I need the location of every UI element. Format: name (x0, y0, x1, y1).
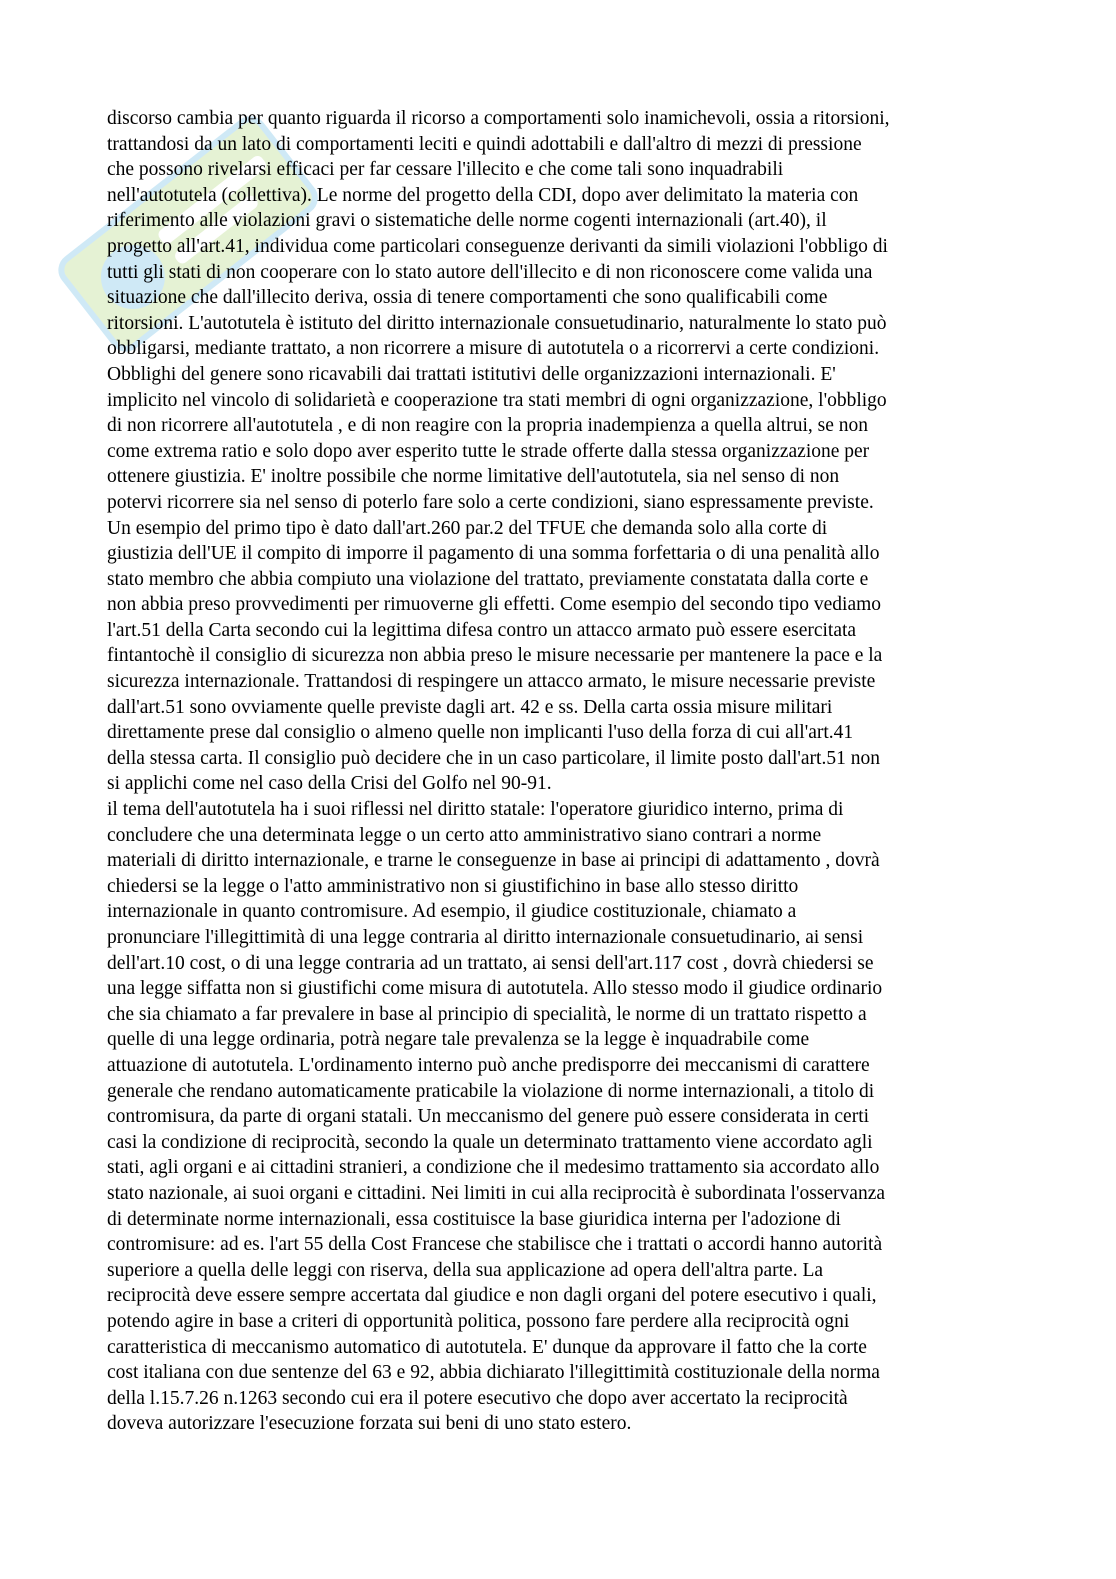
body-line: come extrema ratio e solo dopo aver esperito tutte le strade offerte dalla stessa organizzazione per (107, 440, 870, 462)
body-line: ritorsioni. L'autotutela è istituto del diritto internazionale consuetudinario, naturalmente lo stato può (107, 312, 887, 334)
body-line: sicurezza internazionale. Trattandosi di respingere un attacco armato, le misure necessarie previste (107, 671, 876, 693)
body-line: Un esempio del primo tipo è dato dall'art.260 par.2 del TFUE che demanda solo alla corte di (107, 517, 828, 539)
body-line: situazione che dall'illecito deriva, ossia di tenere comportamenti che sono qualificabili come (107, 287, 828, 309)
body-line: discorso cambia per quanto riguarda il ricorso a comportamenti solo inamichevoli, ossia a ritorsioni, (107, 108, 890, 129)
body-line: dell'art.10 cost, o di una legge contraria ad un trattato, ai sensi dell'art.117 cost , dovrà chiedersi se (107, 952, 874, 974)
body-line: superiore a quella delle leggi con riserva, della sua applicazione ad opera dell'altra parte. La (107, 1259, 824, 1281)
body-line: stato membro che abbia compiuto una violazione del trattato, previamente constatata dalla corte e (107, 568, 869, 590)
body-line: di non ricorrere all'autotutela , e di non reagire con la propria inadempienza a quella altrui, se non (107, 415, 868, 437)
body-line: reciprocità deve essere sempre accertata dal giudice e non dagli organi del potere esecutivo i quali, (107, 1285, 877, 1307)
body-line: doveva autorizzare l'esecuzione forzata sui beni di uno stato estero. (107, 1413, 632, 1435)
body-line: contromisura, da parte di organi statali. Un meccanismo del genere può essere considerata in certi (107, 1106, 870, 1128)
body-line: caratteristica di meccanismo automatico di autotutela. E' dunque da approvare il fatto che la corte (107, 1336, 867, 1358)
body-line: quelle di una legge ordinaria, potrà negare tale prevalenza se la legge è inquadrabile come (107, 1029, 810, 1051)
body-line: contromisure: ad es. l'art 55 della Cost Francese che stabilisce che i trattati o accordi hanno autorità (107, 1234, 883, 1256)
body-line: giustizia dell'UE il compito di imporre il pagamento di una somma forfettaria o di una penalità allo (107, 543, 880, 565)
body-line: che possono rivelarsi efficaci per far cessare l'illecito e che come tali sono inquadrabili (107, 159, 784, 181)
body-line: materiali di diritto internazionale, e trarne le conseguenze in base ai principi di adattamento , dovrà (107, 850, 880, 872)
body-line: fintantochè il consiglio di sicurezza non abbia preso le misure necessarie per mantenere la pace e la (107, 645, 883, 667)
document-body (107, 106, 1007, 1437)
body-line: potendo agire in base a criteri di opportunità politica, possono fare perdere alla reciprocità ogni (107, 1310, 850, 1332)
body-line: potervi ricorrere sia nel senso di poterlo fare solo a certe condizioni, siano espressamente previste. (107, 491, 874, 513)
body-line: internazionale in quanto contromisure. Ad esempio, il giudice costituzionale, chiamato a (107, 901, 797, 923)
body-line: si applichi come nel caso della Crisi del Golfo nel 90-91. (107, 773, 552, 795)
body-line: una legge siffatta non si giustifichi come misura di autotutela. Allo stesso modo il giudice ordinario (107, 978, 883, 1000)
body-line: pronunciare l'illegittimità di una legge contraria al diritto internazionale consuetudinario, ai sensi (107, 927, 864, 948)
body-line: ottenere giustizia. E' inoltre possibile che norme limitative dell'autotutela, sia nel senso di non (107, 466, 840, 488)
body-line: della stessa carta. Il consiglio può decidere che in un caso particolare, il limite posto dall'art.51 non (107, 747, 880, 769)
body-line: casi la condizione di reciprocità, secondo la quale un determinato trattamento viene accordato agli (107, 1131, 873, 1153)
body-line: trattandosi da un lato di comportamenti leciti e quindi adottabili e dall'altro di mezzi di pressione (107, 133, 862, 155)
body-line: dall'art.51 sono ovviamente quelle previste dagli art. 42 e ss. Della carta ossia misure militari (107, 696, 833, 718)
body-line: Obblighi del genere sono ricavabili dai trattati istitutivi delle organizzazioni internazionali. E' (107, 363, 836, 385)
body-line: attuazione di autotutela. L'ordinamento interno può anche predisporre dei meccanismi di carattere (107, 1054, 870, 1076)
body-line: obbligarsi, mediante trattato, a non ricorrere a misure di autotutela o a ricorrervi a certe condizioni. (107, 338, 880, 360)
body-line: riferimento alle violazioni gravi o sistematiche delle norme cogenti internazionali (art.40), il (107, 210, 827, 232)
body-line: direttamente prese dal consiglio o almeno quelle non implicanti l'uso della forza di cui all'art.41 (107, 722, 854, 744)
body-line: concludere che una determinata legge o un certo atto amministrativo siano contrari a norme (107, 824, 822, 846)
body-line: progetto all'art.41, individua come particolari conseguenze derivanti da simili violazioni l'obbligo di (107, 235, 888, 257)
body-line: non abbia preso provvedimenti per rimuoverne gli effetti. Come esempio del secondo tipo vediamo (107, 594, 882, 616)
body-line: che sia chiamato a far prevalere in base al principio di specialità, le norme di un trattato rispetto a (107, 1003, 867, 1025)
body-line: stati, agli organi e ai cittadini stranieri, a condizione che il medesimo trattamento sia accordato allo (107, 1157, 880, 1179)
body-line: della l.15.7.26 n.1263 secondo cui era il potere esecutivo che dopo aver accertato la reciprocità (107, 1387, 848, 1409)
body-line: tutti gli stati di non cooperare con lo stato autore dell'illecito e di non riconoscere come valida una (107, 261, 873, 283)
body-line: il tema dell'autotutela ha i suoi riflessi nel diritto statale: l'operatore giuridico interno, prima di (107, 799, 844, 821)
body-line: implicito nel vincolo di solidarietà e cooperazione tra stati membri di ogni organizzazione, l'obbligo (107, 389, 887, 411)
body-line: cost italiana con due sentenze del 63 e 92, abbia dichiarato l'illegittimità costituzionale della norma (107, 1362, 880, 1384)
body-line: stato nazionale, ai suoi organi e cittadini. Nei limiti in cui alla reciprocità è subordinata l'osservanza (107, 1182, 886, 1204)
body-line: l'art.51 della Carta secondo cui la legittima difesa contro un attacco armato può essere esercitata (107, 619, 857, 641)
body-line: chiedersi se la legge o l'atto amministrativo non si giustifichino in base allo stesso diritto (107, 875, 799, 897)
body-line: generale che rendano automaticamente praticabile la violazione di norme internazionali, a titolo di (107, 1080, 875, 1102)
body-line: nell'autotutela (collettiva). Le norme del progetto della CDI, dopo aver delimitato la materia con (107, 184, 859, 206)
body-line: di determinate norme internazionali, essa costituisce la base giuridica interna per l'adozione di (107, 1208, 841, 1230)
